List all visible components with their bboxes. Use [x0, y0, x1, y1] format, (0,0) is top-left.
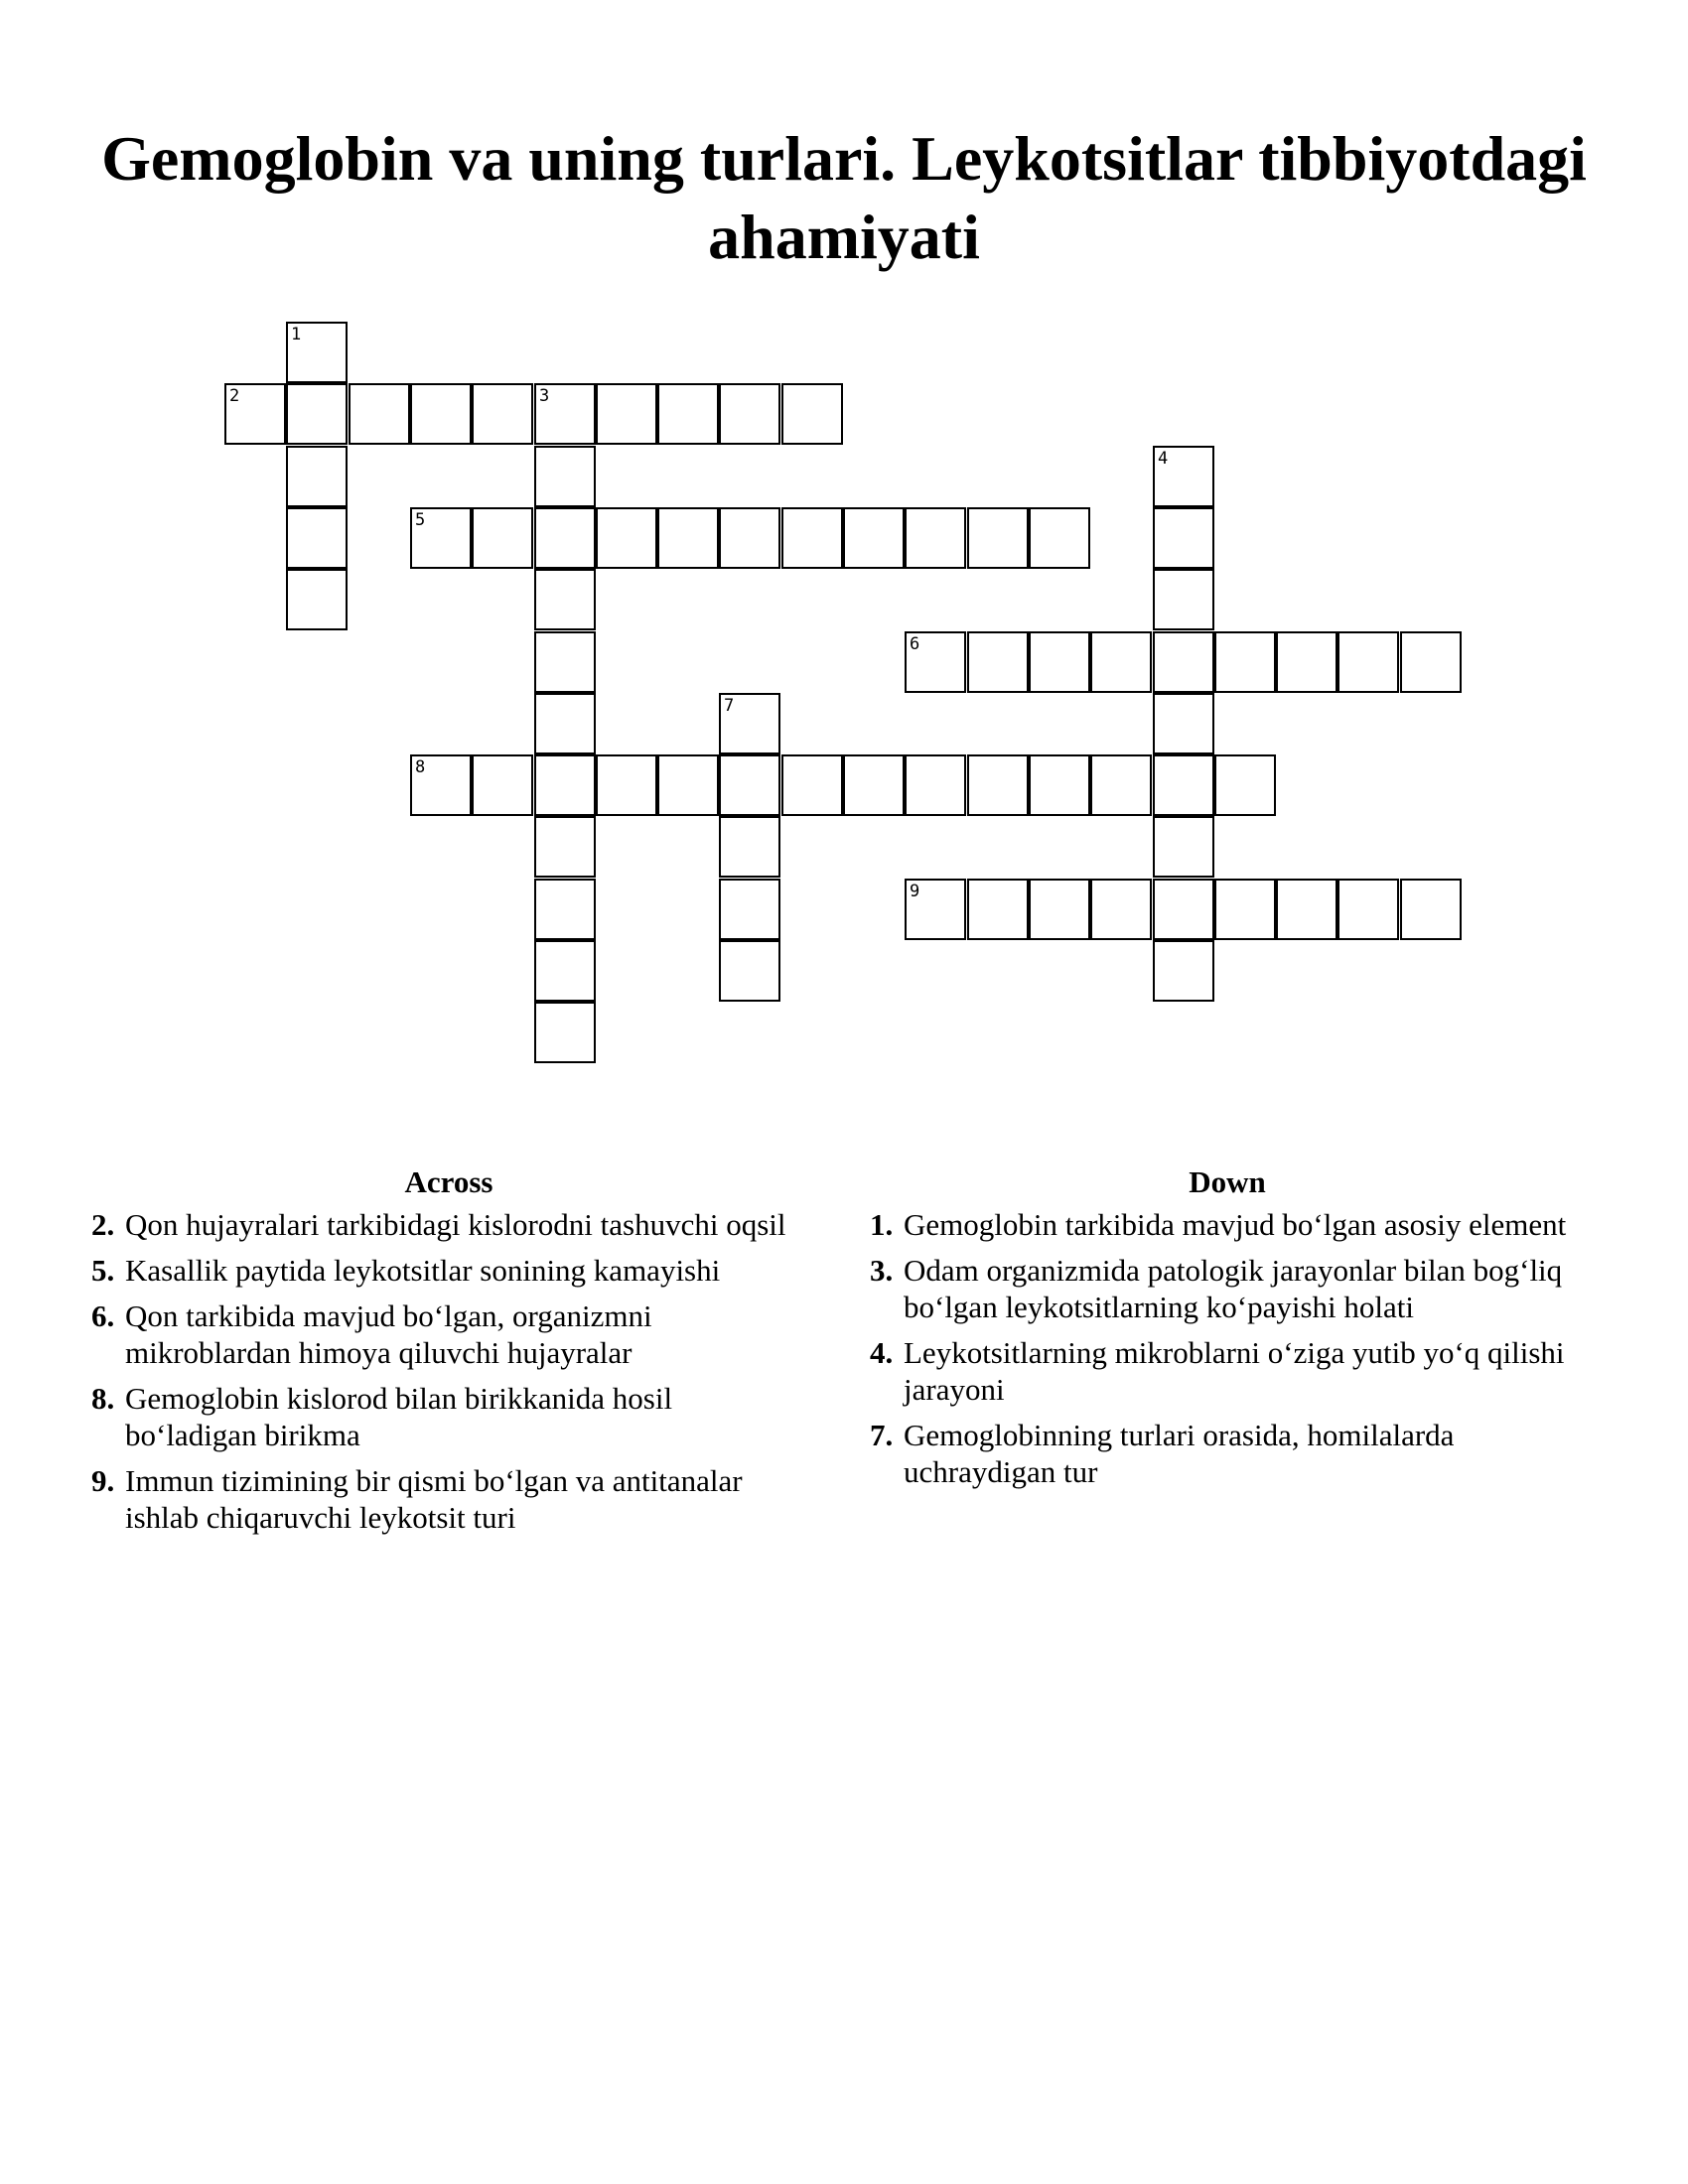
clue-text: Leykotsitlarning mikroblarni o‘ziga yutib yo‘q qilishi jarayoni — [904, 1335, 1565, 1407]
grid-cell[interactable] — [1153, 879, 1214, 940]
grid-cell[interactable] — [719, 816, 780, 878]
grid-cell[interactable] — [1214, 879, 1276, 940]
clue-text: Qon hujayralari tarkibidagi kislorodni tashuvchi oqsil — [125, 1207, 786, 1242]
grid-cell[interactable] — [534, 446, 596, 507]
grid-cell[interactable] — [1214, 754, 1276, 816]
clue-text: Kasallik paytida leykotsitlar sonining kamayishi — [125, 1253, 721, 1288]
grid-cell[interactable] — [1153, 631, 1214, 693]
grid-cell[interactable] — [410, 754, 472, 816]
grid-cell[interactable] — [905, 631, 966, 693]
across-clue — [91, 1252, 806, 1289]
grid-cell[interactable] — [534, 383, 596, 445]
grid-cell[interactable] — [1153, 446, 1214, 507]
down-clue — [870, 1417, 1585, 1490]
grid-cell[interactable] — [534, 569, 596, 630]
grid-cell[interactable] — [224, 383, 286, 445]
grid-cell[interactable] — [1276, 631, 1337, 693]
grid-cell[interactable] — [472, 383, 533, 445]
across-clue — [91, 1462, 806, 1536]
grid-cell[interactable] — [1214, 631, 1276, 693]
cell-number: 2 — [229, 386, 240, 406]
grid-cell[interactable] — [286, 322, 348, 383]
across-clue — [91, 1206, 806, 1243]
grid-cell[interactable] — [1276, 879, 1337, 940]
grid-cell[interactable] — [843, 507, 905, 569]
clue-number: 2. — [91, 1207, 115, 1242]
grid-cell[interactable] — [843, 754, 905, 816]
grid-cell[interactable] — [781, 754, 843, 816]
cell-number: 7 — [724, 696, 735, 716]
clue-number: 1. — [870, 1207, 894, 1242]
across-heading: Across — [404, 1164, 493, 1199]
grid-cell[interactable] — [596, 754, 657, 816]
cell-number: 8 — [415, 757, 426, 777]
grid-cell[interactable] — [657, 507, 719, 569]
clue-number: 9. — [91, 1463, 115, 1498]
grid-cell[interactable] — [967, 631, 1029, 693]
grid-cell[interactable] — [472, 754, 533, 816]
grid-cell[interactable] — [534, 507, 596, 569]
clue-text: Gemoglobin tarkibida mavjud bo‘lgan asosiy element — [904, 1207, 1567, 1242]
grid-cell[interactable] — [1153, 569, 1214, 630]
clue-text: Odam organizmida patologik jarayonlar bilan bog‘liq bo‘lgan leykotsitlarning ko‘payishi holati — [904, 1253, 1563, 1324]
grid-cell[interactable] — [1090, 879, 1152, 940]
grid-cell[interactable] — [905, 879, 966, 940]
grid-cell[interactable] — [596, 383, 657, 445]
clue-number: 3. — [870, 1253, 894, 1288]
clue-text: Gemoglobinning turlari orasida, homilalarda uchraydigan tur — [904, 1418, 1455, 1489]
grid-cell[interactable] — [1153, 507, 1214, 569]
grid-cell[interactable] — [472, 507, 533, 569]
grid-cell[interactable] — [596, 507, 657, 569]
grid-cell[interactable] — [719, 879, 780, 940]
grid-cell[interactable] — [286, 569, 348, 630]
grid-cell[interactable] — [286, 446, 348, 507]
page-title: Gemoglobin va uning turlari. Leykotsitlar tibbiyotdagi ahamiyati — [101, 123, 1587, 272]
grid-cell[interactable] — [534, 754, 596, 816]
grid-cell[interactable] — [657, 754, 719, 816]
clue-text: Immun tizimining bir qismi bo‘lgan va antitanalar ishlab chiqaruvchi leykotsit turi — [125, 1463, 743, 1535]
cell-number: 6 — [910, 634, 920, 654]
grid-cell[interactable] — [1090, 754, 1152, 816]
grid-cell[interactable] — [534, 940, 596, 1002]
grid-cell[interactable] — [534, 631, 596, 693]
across-clues — [91, 1163, 806, 1545]
grid-cell[interactable] — [719, 693, 780, 754]
grid-cell[interactable] — [1337, 879, 1399, 940]
clue-number: 8. — [91, 1381, 115, 1416]
grid-cell[interactable] — [286, 383, 348, 445]
cell-number: 9 — [910, 882, 920, 901]
clue-number: 7. — [870, 1418, 894, 1452]
grid-cell[interactable] — [534, 1002, 596, 1063]
grid-cell[interactable] — [1153, 940, 1214, 1002]
cell-number: 4 — [1158, 449, 1169, 469]
down-clue — [870, 1252, 1585, 1325]
grid-cell[interactable] — [410, 507, 472, 569]
clue-number: 4. — [870, 1335, 894, 1370]
grid-cell[interactable] — [534, 693, 596, 754]
down-heading: Down — [1189, 1164, 1266, 1199]
grid-cell[interactable] — [1029, 631, 1090, 693]
down-clue — [870, 1334, 1585, 1408]
grid-cell[interactable] — [286, 507, 348, 569]
grid-cell[interactable] — [905, 507, 966, 569]
cell-number: 1 — [291, 325, 302, 344]
grid-cell[interactable] — [1153, 816, 1214, 878]
grid-cell[interactable] — [349, 383, 410, 445]
clue-text: Qon tarkibida mavjud bo‘lgan, organizmni mikroblardan himoya qiluvchi hujayralar — [125, 1298, 652, 1370]
grid-cell[interactable] — [1400, 879, 1462, 940]
grid-cell[interactable] — [967, 507, 1029, 569]
grid-cell[interactable] — [1400, 631, 1462, 693]
cell-number: 5 — [415, 510, 426, 530]
grid-cell[interactable] — [1337, 631, 1399, 693]
grid-cell[interactable] — [1090, 631, 1152, 693]
grid-cell[interactable] — [781, 507, 843, 569]
across-clue — [91, 1297, 806, 1371]
grid-cell[interactable] — [534, 879, 596, 940]
grid-cell[interactable] — [905, 754, 966, 816]
grid-cell[interactable] — [719, 383, 780, 445]
clue-number: 6. — [91, 1298, 115, 1333]
grid-cell[interactable] — [781, 383, 843, 445]
grid-cell[interactable] — [1153, 754, 1214, 816]
grid-cell[interactable] — [410, 383, 472, 445]
down-clues — [870, 1163, 1585, 1499]
down-clue — [870, 1206, 1585, 1243]
grid-cell[interactable] — [1029, 879, 1090, 940]
grid-cell[interactable] — [534, 816, 596, 878]
grid-cell[interactable] — [719, 507, 780, 569]
grid-cell[interactable] — [719, 754, 780, 816]
clue-text: Gemoglobin kislorod bilan birikkanida hosil bo‘ladigan birikma — [125, 1381, 673, 1452]
grid-cell[interactable] — [1029, 754, 1090, 816]
grid-cell[interactable] — [1153, 693, 1214, 754]
grid-cell[interactable] — [657, 383, 719, 445]
grid-cell[interactable] — [967, 754, 1029, 816]
clue-number: 5. — [91, 1253, 115, 1288]
across-clue — [91, 1380, 806, 1453]
grid-cell[interactable] — [1029, 507, 1090, 569]
cell-number: 3 — [539, 386, 550, 406]
grid-cell[interactable] — [719, 940, 780, 1002]
grid-cell[interactable] — [967, 879, 1029, 940]
